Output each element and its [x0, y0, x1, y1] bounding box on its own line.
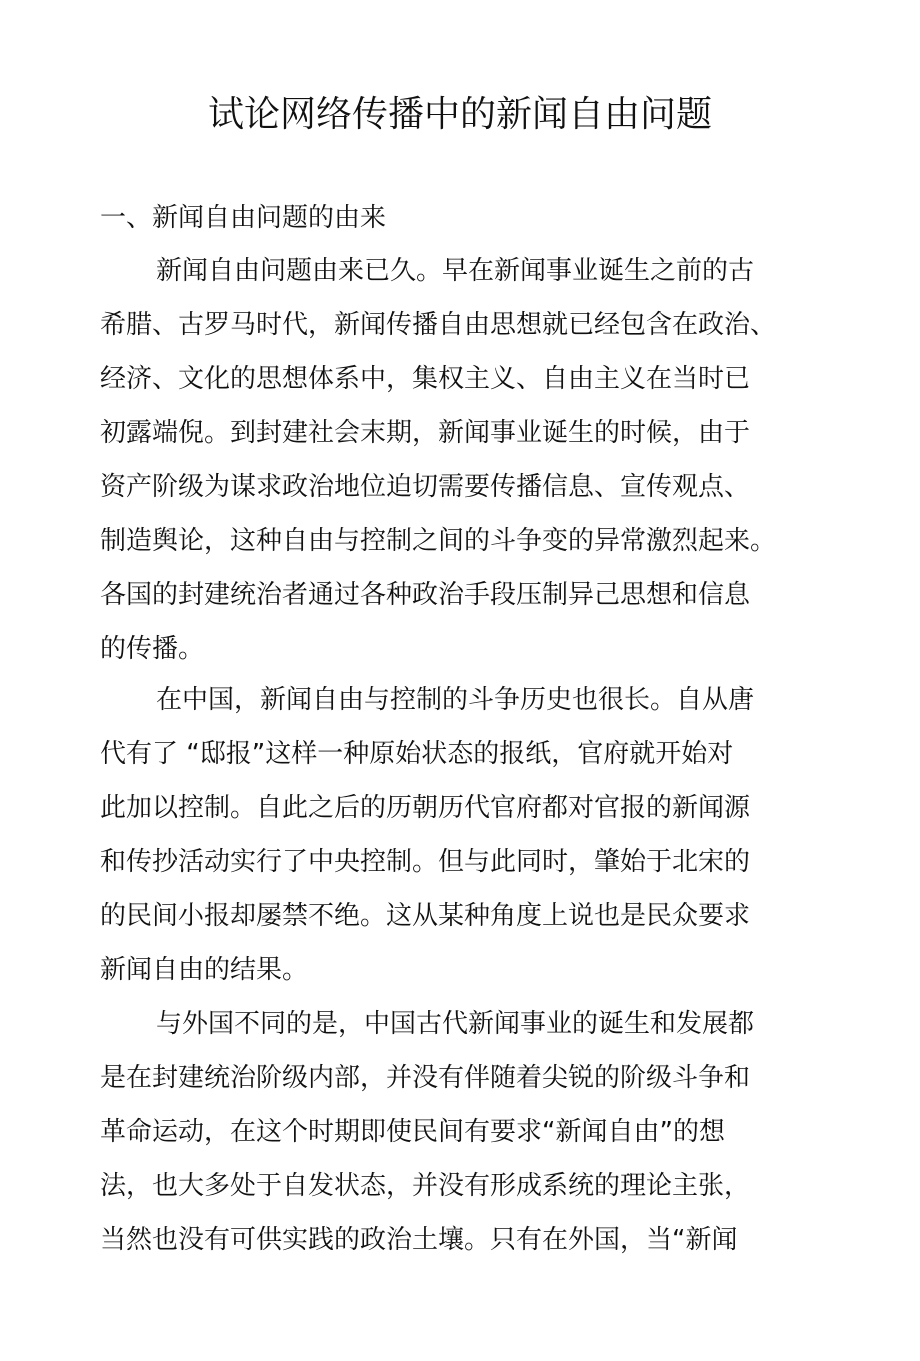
document-title: 试论网络传播中的新闻自由问题 — [207, 94, 712, 135]
paragraph-line: 的传播。 — [100, 634, 205, 664]
paragraph-2 — [100, 673, 800, 997]
paragraph-line: 新闻自由的结果。 — [100, 955, 309, 985]
paragraph-line: 希腊、古罗马时代，新闻传播自由思想就已经包含在政治、 — [100, 310, 777, 340]
paragraph-line: 和传抄活动实行了中央控制。但与此同时，肇始于北宋的 — [100, 847, 751, 877]
paragraph-line: 各国的封建统治者通过各种政治手段压制异己思想和信息 — [100, 580, 751, 610]
paragraph-line: 当然也没有可供实践的政治土壤。只有在外国，当“新闻 — [100, 1225, 738, 1255]
paragraph-line: 革命运动，在这个时期即使民间有要求“新闻自由”的想 — [100, 1117, 725, 1147]
paragraph-line: 此加以控制。自此之后的历朝历代官府都对官报的新闻源 — [100, 793, 751, 823]
paragraph-3 — [100, 997, 800, 1267]
paragraph-line: 新闻自由问题由来已久。早在新闻事业诞生之前的古 — [156, 256, 755, 286]
section-heading: 一、新闻自由问题的由来 — [100, 203, 387, 233]
paragraph-1 — [100, 244, 800, 676]
paragraph-line: 在中国，新闻自由与控制的斗争历史也很长。自从唐 — [156, 685, 755, 715]
paragraph-line: 是在封建统治阶级内部，并没有伴随着尖锐的阶级斗争和 — [100, 1063, 751, 1093]
paragraph-line: 与外国不同的是，中国古代新闻事业的诞生和发展都 — [156, 1009, 755, 1039]
paragraph-line: 经济、文化的思想体系中，集权主义、自由主义在当时已 — [100, 364, 751, 394]
paragraph-line: 初露端倪。到封建社会末期，新闻事业诞生的时候，由于 — [100, 418, 751, 448]
paragraph-line: 制造舆论，这种自由与控制之间的斗争变的异常激烈起来。 — [100, 526, 777, 556]
paragraph-line: 法，也大多处于自发状态，并没有形成系统的理论主张， — [100, 1171, 751, 1201]
paragraph-line: 的民间小报却屡禁不绝。这从某种角度上说也是民众要求 — [100, 901, 751, 931]
paragraph-line: 资产阶级为谋求政治地位迫切需要传播信息、宣传观点、 — [100, 472, 751, 502]
paragraph-line: 代有了 “邸报”这样一种原始状态的报纸，官府就开始对 — [100, 739, 734, 769]
